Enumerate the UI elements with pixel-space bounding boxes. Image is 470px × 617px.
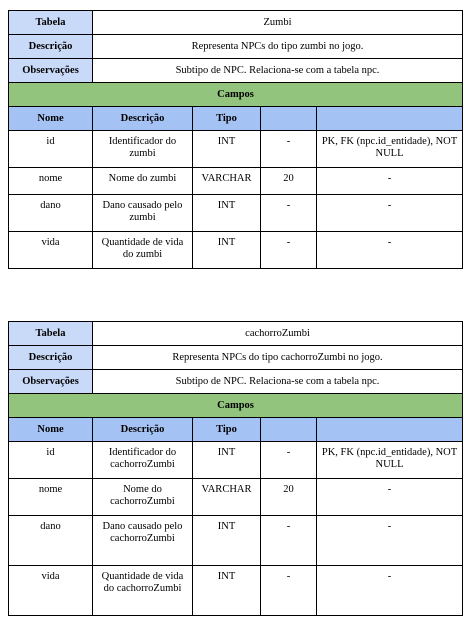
field-tipo: INT xyxy=(193,566,261,616)
field-descricao: Nome do cachorroZumbi xyxy=(93,479,193,516)
field-restricoes: - xyxy=(317,479,463,516)
campos-header: Campos xyxy=(9,83,463,107)
col-nome-header: Nome xyxy=(9,418,93,442)
table-row xyxy=(9,442,463,479)
table-row xyxy=(9,195,463,232)
field-tipo: INT xyxy=(193,195,261,232)
col-restricoes-header xyxy=(317,107,463,131)
field-tipo: VARCHAR xyxy=(193,479,261,516)
campos-header: Campos xyxy=(9,394,463,418)
field-descricao: Identificador do zumbi xyxy=(93,131,193,168)
col-tamanho-header xyxy=(261,418,317,442)
column-header-row xyxy=(9,418,463,442)
field-tipo: INT xyxy=(193,442,261,479)
field-descricao: Dano causado pelo cachorroZumbi xyxy=(93,516,193,566)
field-nome: vida xyxy=(9,232,93,269)
col-tamanho-header xyxy=(261,107,317,131)
observacoes-label: Observações xyxy=(9,370,93,394)
column-header-row xyxy=(9,107,463,131)
campos-row xyxy=(9,83,463,107)
field-tamanho: - xyxy=(261,516,317,566)
field-nome: id xyxy=(9,131,93,168)
field-restricoes: - xyxy=(317,516,463,566)
table-name: cachorroZumbi xyxy=(93,322,463,346)
field-nome: dano xyxy=(9,195,93,232)
descricao-label: Descrição xyxy=(9,346,93,370)
table-cachorro-zumbi xyxy=(8,321,463,616)
table-row xyxy=(9,232,463,269)
field-descricao: Quantidade de vida do cachorroZumbi xyxy=(93,566,193,616)
table-row xyxy=(9,479,463,516)
field-tamanho: - xyxy=(261,195,317,232)
table-row xyxy=(9,168,463,195)
table-row xyxy=(9,131,463,168)
field-nome: id xyxy=(9,442,93,479)
field-tamanho: - xyxy=(261,566,317,616)
field-restricoes: PK, FK (npc.id_entidade), NOT NULL xyxy=(317,442,463,479)
table-row xyxy=(9,516,463,566)
col-restricoes-header xyxy=(317,418,463,442)
field-restricoes: - xyxy=(317,232,463,269)
field-tamanho: 20 xyxy=(261,479,317,516)
field-nome: nome xyxy=(9,479,93,516)
tabela-label: Tabela xyxy=(9,11,93,35)
field-tamanho: - xyxy=(261,442,317,479)
campos-row xyxy=(9,394,463,418)
col-tipo-header: Tipo xyxy=(193,107,261,131)
observacoes-label: Observações xyxy=(9,59,93,83)
table-description: Representa NPCs do tipo cachorroZumbi no jogo. xyxy=(93,346,463,370)
field-descricao: Quantidade de vida do zumbi xyxy=(93,232,193,269)
field-tipo: INT xyxy=(193,516,261,566)
table-observations: Subtipo de NPC. Relaciona-se com a tabela npc. xyxy=(93,59,463,83)
field-tipo: VARCHAR xyxy=(193,168,261,195)
field-descricao: Identificador do cachorroZumbi xyxy=(93,442,193,479)
field-tipo: INT xyxy=(193,232,261,269)
field-tamanho: - xyxy=(261,131,317,168)
table-name: Zumbi xyxy=(93,11,463,35)
field-descricao: Dano causado pelo zumbi xyxy=(93,195,193,232)
table-name-row xyxy=(9,322,463,346)
field-nome: dano xyxy=(9,516,93,566)
observations-row xyxy=(9,370,463,394)
field-restricoes: PK, FK (npc.id_entidade), NOT NULL xyxy=(317,131,463,168)
table-description: Representa NPCs do tipo zumbi no jogo. xyxy=(93,35,463,59)
table-row xyxy=(9,566,463,616)
table-zumbi xyxy=(8,10,463,269)
descricao-label: Descrição xyxy=(9,35,93,59)
field-restricoes: - xyxy=(317,195,463,232)
col-tipo-header: Tipo xyxy=(193,418,261,442)
table-name-row xyxy=(9,11,463,35)
col-descricao-header: Descrição xyxy=(93,418,193,442)
field-nome: vida xyxy=(9,566,93,616)
field-descricao: Nome do zumbi xyxy=(93,168,193,195)
tabela-label: Tabela xyxy=(9,322,93,346)
observations-row xyxy=(9,59,463,83)
col-nome-header: Nome xyxy=(9,107,93,131)
description-row xyxy=(9,35,463,59)
field-restricoes: - xyxy=(317,566,463,616)
field-tamanho: 20 xyxy=(261,168,317,195)
table-observations: Subtipo de NPC. Relaciona-se com a tabela npc. xyxy=(93,370,463,394)
field-nome: nome xyxy=(9,168,93,195)
description-row xyxy=(9,346,463,370)
col-descricao-header: Descrição xyxy=(93,107,193,131)
field-restricoes: - xyxy=(317,168,463,195)
field-tamanho: - xyxy=(261,232,317,269)
field-tipo: INT xyxy=(193,131,261,168)
